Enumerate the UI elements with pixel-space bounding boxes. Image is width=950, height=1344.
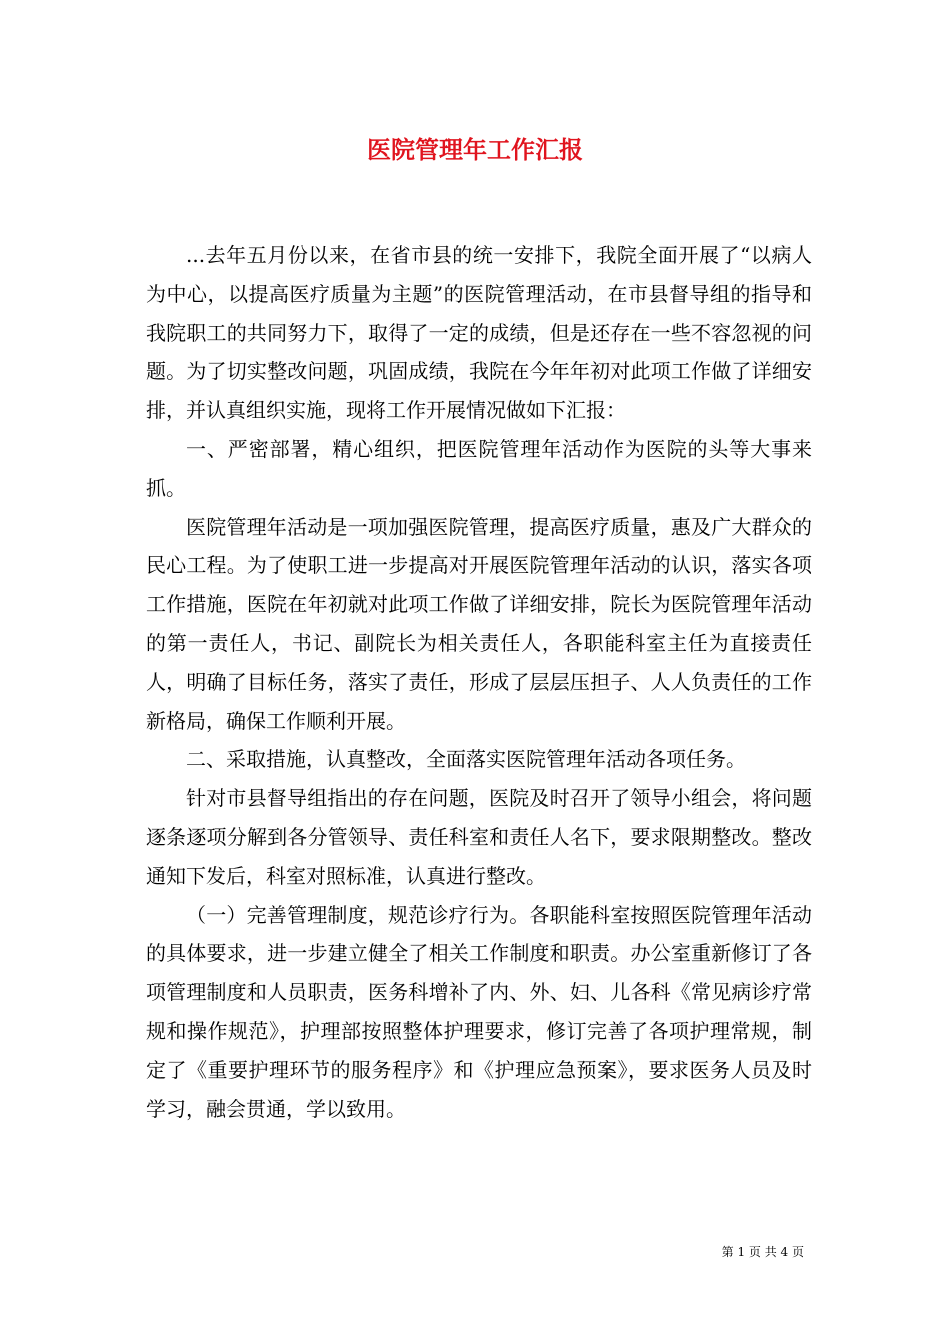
paragraph-section-1-body: 医院管理年活动是一项加强医院管理，提高医疗质量，惠及广大群众的民心工程。为了使职工进一步提高对开展医院管理年活动的认识，落实各项工作措施，医院在年初就对此项工作做了详细安排，院长为医院管理年活动的第一责任人，书记、副院长为相关责任人，各职能科室主任为直接责任人，明确了目标任务，落实了责任，形成了层层压担子、人人负责任的工作新格局，确保工作顺利开展。 — [146, 514, 812, 733]
paragraph-intro: ...去年五月份以来，在省市县的统一安排下，我院全面开展了“以病人为中心，以提高医疗质量为主题”的医院管理活动，在市县督导组的指导和我院职工的共同努力下，取得了一定的成绩，但是还存在一些不容忽视的问题。为了切实整改问题，巩固成绩，我院在今年年初对此项工作做了详细安排，并认真组织实施，现将工作开展情况做如下汇报： — [146, 243, 812, 423]
paragraph-section-2-body: 针对市县督导组指出的存在问题，医院及时召开了领导小组会，将问题逐条逐项分解到各分管领导、责任科室和责任人名下，要求限期整改。整改通知下发后，科室对照标准，认真进行整改。 — [146, 786, 812, 888]
document-title: 医院管理年工作汇报 — [367, 135, 583, 164]
document-body — [146, 236, 812, 1128]
page-number: 第 1 页 共 4 页 — [721, 1245, 804, 1259]
paragraph-subsection-1: （一）完善管理制度，规范诊疗行为。各职能科室按照医院管理年活动的具体要求，进一步建立健全了相关工作制度和职责。办公室重新修订了各项管理制度和人员职责，医务科增补了内、外、妇、儿各科《常见病诊疗常规和操作规范》，护理部按照整体护理要求，修订完善了各项护理常规，制定了《重要护理环节的服务程序》和《护理应急预案》，要求医务人员及时学习，融会贯通，学以致用。 — [146, 902, 812, 1121]
paragraph-section-2-heading: 二、采取措施，认真整改，全面落实医院管理年活动各项任务。 — [186, 747, 746, 772]
paragraph-section-1-heading: 一、严密部署，精心组织，把医院管理年活动作为医院的头等大事来抓。 — [146, 436, 812, 500]
